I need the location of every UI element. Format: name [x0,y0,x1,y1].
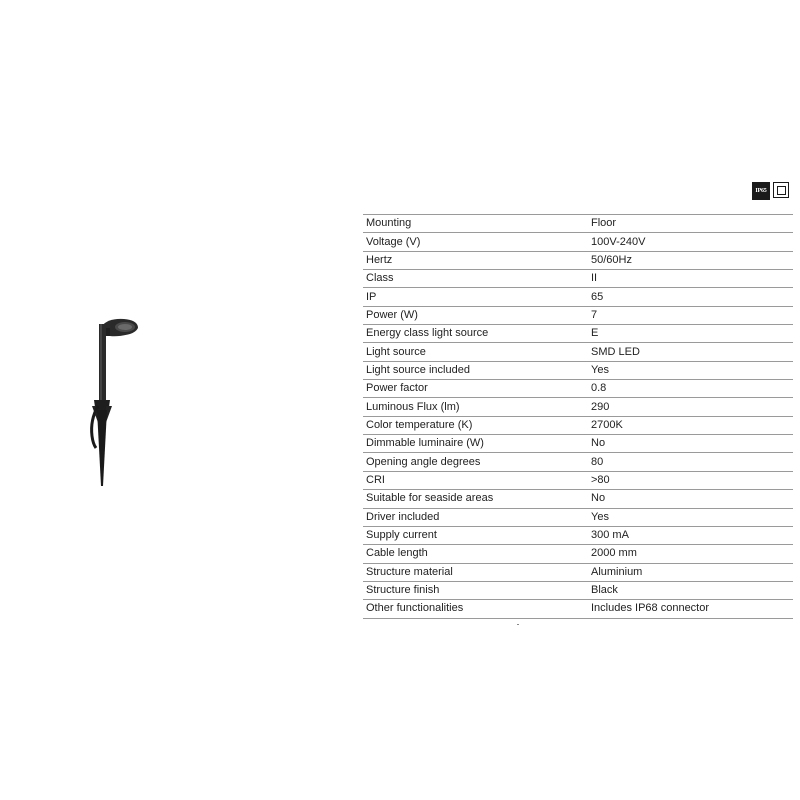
table-row [363,435,793,453]
spec-label: Opening angle degrees [366,455,481,468]
spec-value: Black [591,584,618,597]
table-row [363,215,793,233]
spec-value: 0.8 [591,382,607,395]
spec-value: Aluminium [591,565,643,578]
spec-label: Mounting [366,217,412,230]
spec-label: Class [366,272,394,285]
table-row [363,398,793,416]
spec-value: 300 mA [591,529,629,542]
spec-label: Hertz [366,253,393,266]
spec-value: No [591,492,606,505]
table-row [363,545,793,563]
garden-spike-spotlight-icon [78,310,148,490]
spec-label: Dimmable luminaire (W) [366,437,484,450]
spec-label: Light source included [366,363,470,376]
table-row [363,361,793,379]
spec-value: Includes IP68 connector [591,602,710,615]
class-ii-double-square-icon [773,182,789,198]
table-row [363,251,793,269]
spec-label: Energy class light source [366,327,489,340]
spec-value: 290 [591,400,610,413]
table-row [363,526,793,544]
spec-value: E [591,327,599,340]
spec-value: 80 [591,455,604,468]
spec-label: Color temperature (K) [366,418,473,431]
table-row [363,490,793,508]
ip65-badge-icon [752,182,770,200]
spec-label: Suitable for seaside areas [366,492,494,505]
table-row [363,288,793,306]
spec-value: 7 [591,308,598,321]
spec-label: Cable length [366,547,428,560]
table-row [363,270,793,288]
spec-label: Structure material [366,565,453,578]
spec-value: II [591,272,598,285]
separator-mark [517,624,519,625]
spec-label: Light source [366,345,426,358]
ip-rating-label: IP65 [755,188,767,194]
table-row [363,508,793,526]
spec-label: Other functionalities [366,602,464,615]
spec-value: SMD LED [591,345,640,358]
spec-value: >80 [591,473,610,486]
table-row [363,325,793,343]
table-row [363,471,793,489]
spec-label: Voltage (V) [366,235,421,248]
spec-label: Power (W) [366,308,418,321]
product-image [78,310,148,490]
spec-label: Power factor [366,382,428,395]
spec-value: 65 [591,290,604,303]
spec-label: Luminous Flux (lm) [366,400,460,413]
spec-label: Driver included [366,510,440,523]
table-row [363,380,793,398]
spec-value: 2000 mm [591,547,637,560]
table-row [363,563,793,581]
spec-value: 2700K [591,418,623,431]
spec-value: No [591,437,606,450]
spec-value: Yes [591,510,609,523]
spec-table [363,214,793,619]
spec-label: Structure finish [366,584,440,597]
spec-label: Supply current [366,529,437,542]
table-row [363,416,793,434]
certification-badges [752,182,789,200]
table-row [363,600,793,618]
spec-label: IP [366,290,377,303]
table-row [363,581,793,599]
spec-value: 100V-240V [591,235,646,248]
spec-value: 50/60Hz [591,253,632,266]
spec-label: CRI [366,473,385,486]
spec-value: Floor [591,217,617,230]
table-row [363,306,793,324]
table-row [363,233,793,251]
table-row [363,343,793,361]
spec-value: Yes [591,363,609,376]
table-row [363,453,793,471]
